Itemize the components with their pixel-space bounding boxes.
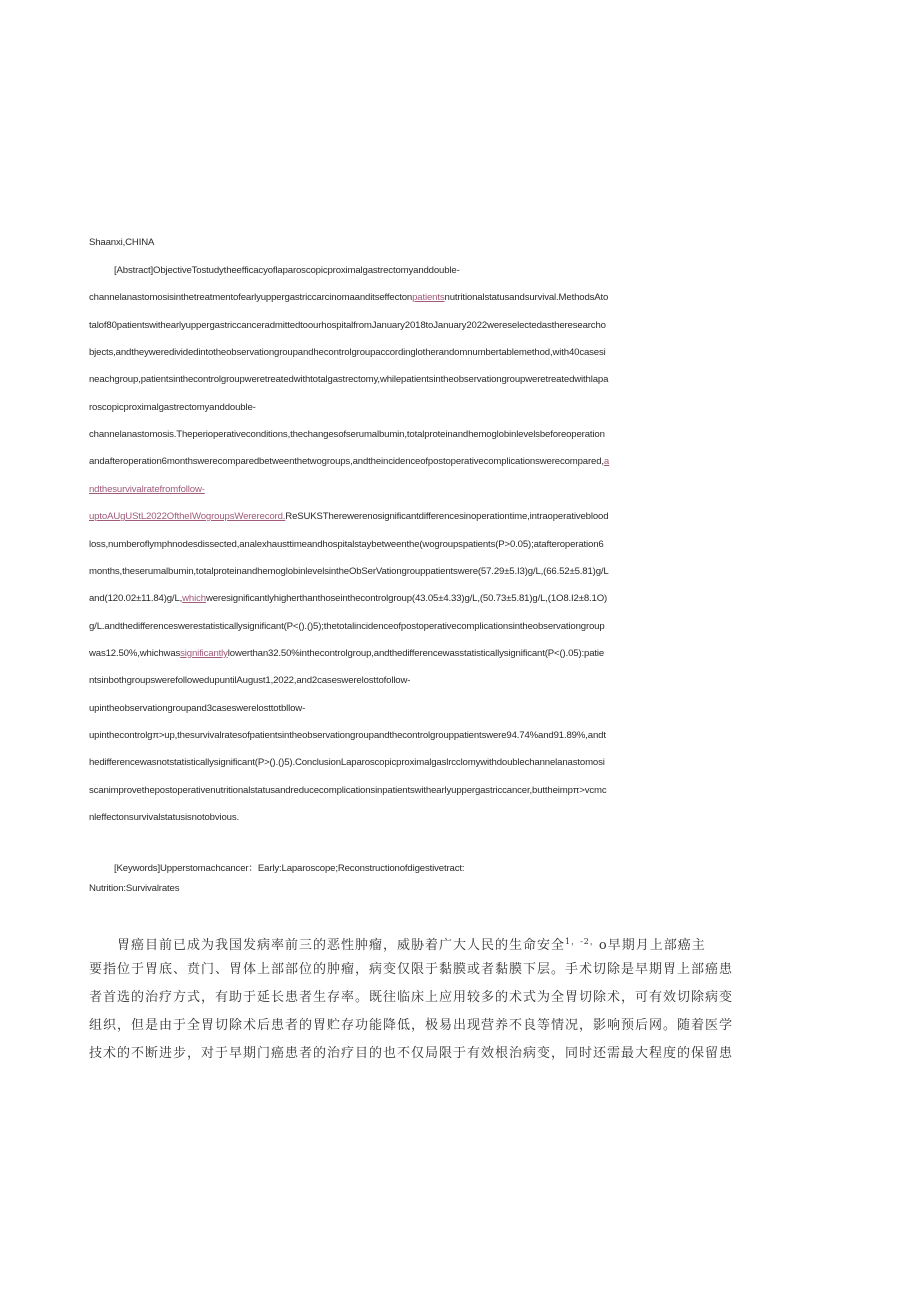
abstract-text: loss,numberoflymphnodesdissected,analexhausttimeandhospitalstaybetweenthe(wogroupspatients(P>0.05);atafteroperation6 [89,538,604,550]
abstract-line [89,401,829,415]
abstract-line [89,483,829,497]
abstract-line [89,674,829,688]
abstract-text: hedifferencewasnotstatisticallysignificant(P>().()5).ConclusionLaparoscopicproximalgaslrcclomywithdoublechannelanastomosi [89,757,605,769]
hyperlink-text[interactable]: uptoAUgUStL2022OftheIWogroupsWererecord. [89,511,286,523]
body-paragraph-line: 要指位于胃底、贲门、胃体上部部位的肿瘤，病变仅限于黏膜或者黏膜下层。手术切除是早期胃上部癌患 [89,962,734,977]
body-text-tail: o早期月上部癌主 [598,938,706,953]
abstract-text: ReSUKSTherewerenosignificantdifferencesinoperationtime,intraoperativeblood [285,511,609,523]
body-text: 胃癌目前已成为我国发病率前三的恶性肿瘤，威胁着广大人民的生命安全 [117,938,566,953]
abstract-line [89,620,829,634]
abstract-line [89,756,829,770]
abstract-text: upintheobservationgroupand3caseswerelosttotbllow- [89,702,306,714]
abstract-line [89,373,829,387]
abstract-text: nleffectonsurvivalstatusisnotobvious. [89,812,239,823]
abstract-text: g/L.andthedifferenceswerestatisticallysignificant(P<().()5);thetotalincidenceofpostoperativecomplicationsintheobservationgroup [89,620,605,632]
abstract-line [89,538,829,552]
abstract-text: lowerthan32.50%inthecontrolgroup,andthedifferencewasstatisticallysignificant(P<().05):patie [227,647,605,659]
abstract-line [89,565,829,579]
abstract-text: was12.50%,whichwas [89,647,181,659]
citation: 1，-2， [565,937,599,946]
keywords-line-2: Nutrition:Survivalrates [89,883,180,894]
abstract-text: [Abstract]ObjectiveTostudytheefficacyoflaparoscopicproximalgastrectomyanddouble- [114,265,460,276]
keywords-line-1: [Keywords]Upperstomachcancer：Early:Laparoscope;Reconstructionofdigestivetract: [114,863,465,874]
abstract-line [89,428,829,442]
abstract-line [89,592,829,606]
abstract-text: weresignificantlyhigherthanthoseinthecontrolgroup(43.05±4.33)g/L,(50.73±5.81)g/L,(1O8.I2±8.1O) [205,593,608,605]
body-paragraph-line-1 [117,932,857,956]
hyperlink-text[interactable]: a [603,456,610,468]
abstract-line [89,702,829,716]
abstract-line [89,811,829,825]
abstract-text: scanimprovethepostoperativenutritionalstatusandreducecomplicationsinpatientswithearlyuppergastriccancer,buttheimpπ>vcmc [89,784,607,796]
abstract-line [89,291,829,305]
affiliation: Shaanxi,CHINA [89,237,155,248]
body-paragraph-line: 技术的不断进步，对于早期门癌患者的治疗目的也不仅局限于有效根治病变，同时还需最大程度的保留患 [89,1046,734,1061]
abstract-text: bjects,andtheyweredividedintotheobservationgroupandhecontrolgroupaccordinglotherandomnumbertablemethod,with40casesi [89,347,606,359]
abstract-text: roscopicproximalgastrectomyanddouble- [89,401,256,413]
hyperlink-text[interactable]: patients [412,292,445,304]
abstract-line [89,455,829,469]
abstract-text: channelanastomosisinthetreatmentofearlyuppergastriccarcinomaanditseffecton [89,292,413,304]
abstract-line [114,264,854,278]
body-paragraph-line: 者首选的治疗方式，有助于延长患者生存率。既往临床上应用较多的术式为全胃切除术，可有效切除病变 [89,990,734,1005]
abstract-line [89,319,829,333]
abstract-line [89,729,829,743]
abstract-line [89,784,829,798]
abstract-text: talof80patientswithearlyuppergastriccanceradmittedtoourhospitalfromJanuary2018toJanuary2022wereselectedastheresearcho [89,319,606,331]
abstract-text: channelanastomosis.Theperioperativeconditions,thechangesofserumalbumin,totalproteinandhemoglobinlevelsbeforeoperation [89,429,605,441]
abstract-text: and(120.02±11.84)g/L, [89,593,183,605]
abstract-text: neachgroup,patientsinthecontrolgroupweretreatedwithtotalgastrectomy,whilepatientsintheobservationgroupweretreatedwithlapa [89,374,609,386]
abstract-line [89,647,829,661]
hyperlink-text[interactable]: significantly [180,647,228,659]
abstract-text: andafteroperation6monthswerecomparedbetweenthetwogroups,andtheincidenceofpostoperativecomplicationswerecompared, [89,456,604,468]
abstract-text: ntsinbothgroupswerefollowedupuntilAugust1,2022,and2caseswerelosttofollow- [89,675,411,687]
body-paragraph-line: 组织，但是由于全胃切除术后患者的胃贮存功能降低，极易出现营养不良等情况，影响预后网。随着医学 [89,1018,734,1033]
abstract-text: nutritionalstatusandsurvival.MethodsAto [444,292,609,304]
hyperlink-text[interactable]: which [182,593,206,605]
abstract-line [89,510,829,524]
abstract-text: upinthecontrolgπ>up,thesurvivalratesofpatientsintheobservationgroupandthecontrolgrouppatientswere94.74%and91.89%,andt [89,729,606,741]
abstract-line [89,346,829,360]
abstract-text: months,theserumalbumin,totalproteinandhemoglobinlevelsintheObSerVationgrouppatientswere(57.29±5.I3)g/L,(66.52±5.81)g/L [89,565,609,577]
hyperlink-text[interactable]: ndthesurvivalratefromfollow- [89,483,205,495]
